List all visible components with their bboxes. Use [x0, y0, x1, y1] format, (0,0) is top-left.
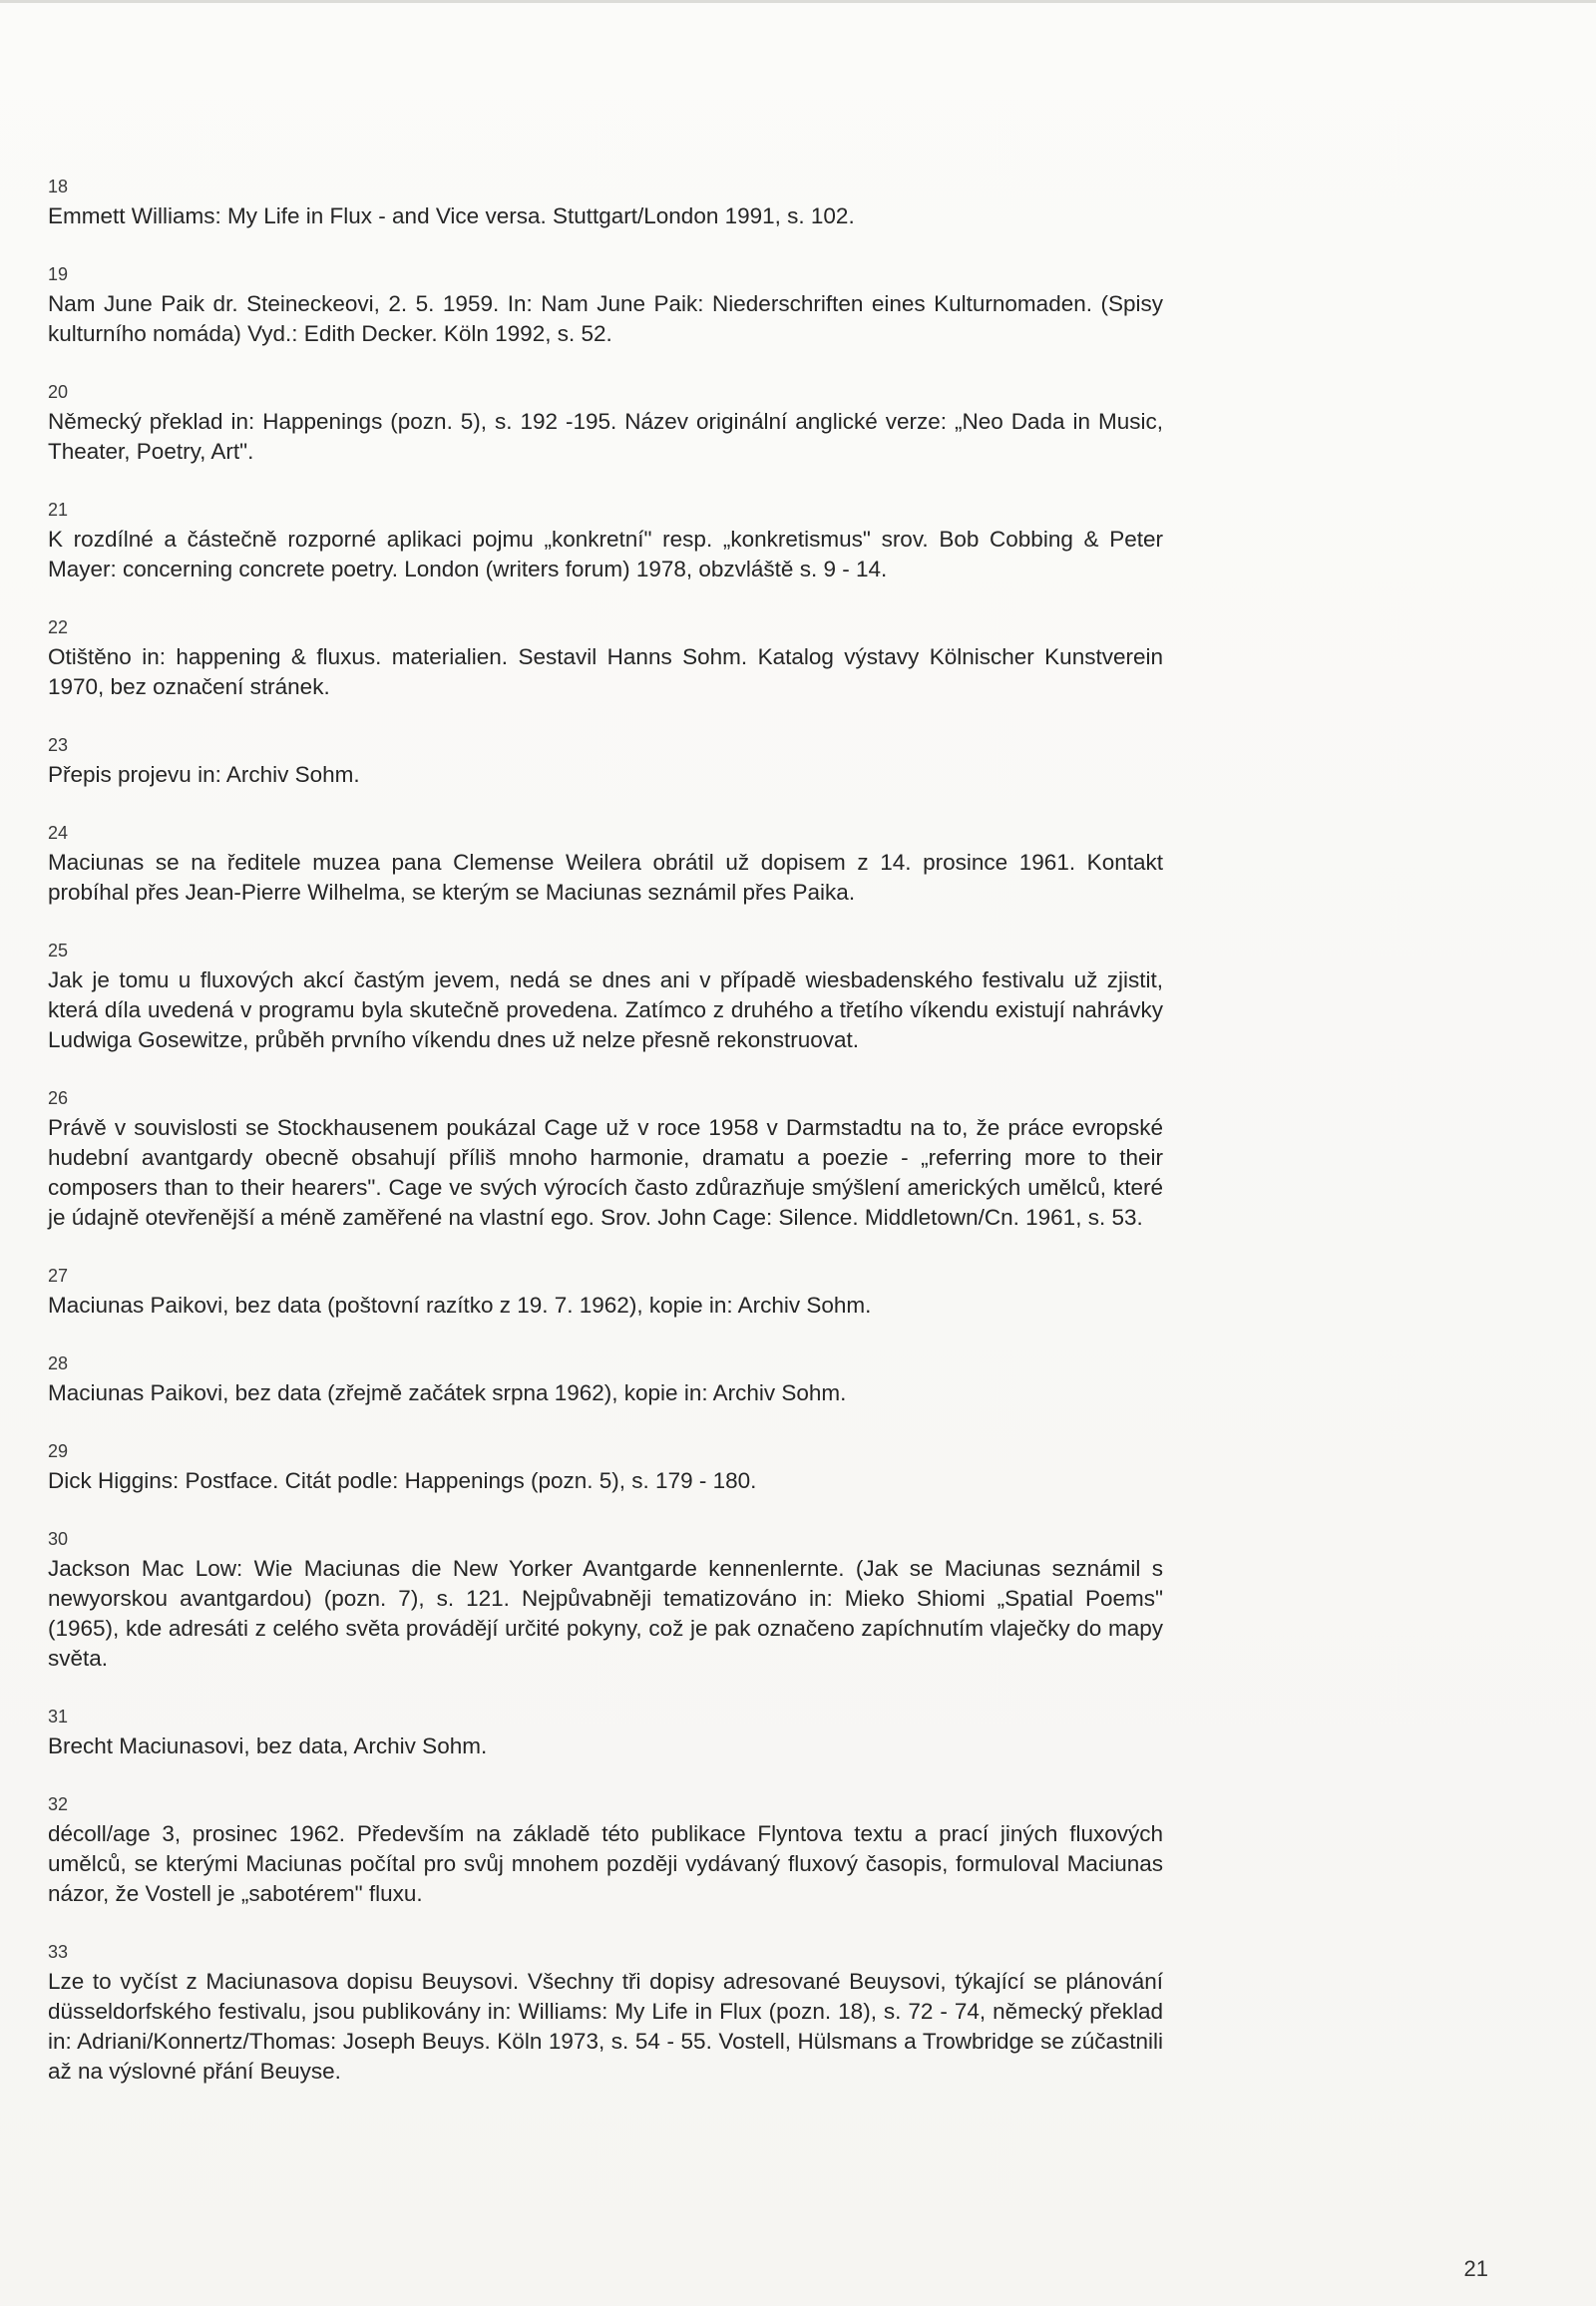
- footnote-number: 30: [48, 1529, 69, 1549]
- footnote-text: Nam June Paik dr. Steineckeovi, 2. 5. 1959. In: Nam June Paik: Niederschriften eines Kulturnomaden. (Spisy kulturního nomáda) Vyd.: Edith Decker. Köln 1992, s. 52.: [48, 291, 1163, 346]
- footnote-30: [48, 1524, 1163, 1674]
- footnote-number: 29: [48, 1441, 69, 1461]
- footnote-text: Maciunas Paikovi, bez data (poštovní razítko z 19. 7. 1962), kopie in: Archiv Sohm.: [48, 1293, 872, 1318]
- footnote-text: Brecht Maciunasovi, bez data, Archiv Sohm.: [48, 1733, 488, 1758]
- footnote-32: [48, 1789, 1163, 1909]
- footnotes-list: [48, 172, 1163, 2087]
- footnote-text: Maciunas Paikovi, bez data (zřejmě začátek srpna 1962), kopie in: Archiv Sohm.: [48, 1380, 847, 1405]
- footnote-text: Otištěno in: happening & fluxus. materialien. Sestavil Hanns Sohm. Katalog výstavy Kölnischer Kunstverein 1970, bez označení stránek.: [48, 644, 1163, 699]
- footnote-29: [48, 1436, 1163, 1496]
- footnote-number: 19: [48, 264, 69, 284]
- footnote-number: 25: [48, 941, 69, 961]
- footnote-31: [48, 1702, 1163, 1761]
- footnote-number: 21: [48, 500, 69, 520]
- footnote-number: 23: [48, 735, 69, 755]
- footnote-number: 18: [48, 177, 69, 196]
- footnote-text: décoll/age 3, prosinec 1962. Především na základě této publikace Flyntova textu a prací jiných fluxových umělců, se kterými Maciunas počítal pro svůj mnohem později vydávaný fluxový časopis, formuloval Maciunas názor, že Vostell je „sabotérem" fluxu.: [48, 1821, 1163, 1906]
- footnote-text: Maciunas se na ředitele muzea pana Clemense Weilera obrátil už dopisem z 14. prosince 1961. Kontakt probíhal přes Jean-Pierre Wilhelma, se kterým se Maciunas seznámil přes Paika.: [48, 850, 1163, 905]
- footnote-number: 31: [48, 1707, 69, 1727]
- footnote-28: [48, 1348, 1163, 1408]
- footnote-text: Jackson Mac Low: Wie Maciunas die New Yorker Avantgarde kennenlernte. (Jak se Maciunas seznámil s newyorskou avantgardou) (pozn. 7), s. 121. Nejpůvabněji tematizováno in: Mieko Shiomi „Spatial Poems" (1965), kde adresáti z celého světa provádějí určité pokyny, což je pak označeno zapíchnutím vlaječky do mapy světa.: [48, 1556, 1163, 1671]
- footnote-number: 27: [48, 1266, 69, 1286]
- footnote-text: Dick Higgins: Postface. Citát podle: Happenings (pozn. 5), s. 179 - 180.: [48, 1468, 757, 1493]
- footnote-number: 32: [48, 1794, 69, 1814]
- footnote-27: [48, 1261, 1163, 1321]
- footnote-21: [48, 495, 1163, 584]
- footnote-number: 33: [48, 1942, 69, 1962]
- footnote-26: [48, 1083, 1163, 1233]
- footnote-33: [48, 1937, 1163, 2087]
- footnote-19: [48, 259, 1163, 349]
- footnote-text: Jak je tomu u fluxových akcí častým jevem, nedá se dnes ani v případě wiesbadenského festivalu už zjistit, která díla uvedená v programu byla skutečně provedena. Zatímco z druhého a třetího víkendu existují nahrávky Ludwiga Gosewitze, průběh prvního víkendu dnes už nelze přesně rekonstruovat.: [48, 967, 1163, 1052]
- footnote-text: Emmett Williams: My Life in Flux - and Vice versa. Stuttgart/London 1991, s. 102.: [48, 203, 855, 228]
- page-number: 21: [1463, 2256, 1488, 2281]
- footnote-18: [48, 172, 1163, 231]
- footnote-23: [48, 730, 1163, 790]
- footnote-20: [48, 377, 1163, 467]
- footnote-25: [48, 936, 1163, 1055]
- footnote-number: 26: [48, 1088, 69, 1108]
- footnote-number: 22: [48, 617, 69, 637]
- footnote-text: Lze to vyčíst z Maciunasova dopisu Beuysovi. Všechny tři dopisy adresované Beuysovi, týkající se plánování düsseldorfského festivalu, jsou publikovány in: Williams: My Life in Flux (pozn. 18), s. 72 - 74, německý překlad in: Adriani/Konnertz/Thomas: Joseph Beuys. Köln 1973, s. 54 - 55. Vostell, Hülsmans a Trowbridge se zúčastnili až na výslovné přání Beuyse.: [48, 1969, 1163, 2084]
- footnote-number: 28: [48, 1353, 69, 1373]
- footnote-number: 24: [48, 823, 69, 843]
- footnote-text: Německý překlad in: Happenings (pozn. 5), s. 192 -195. Název originální anglické verze: „Neo Dada in Music, Theater, Poetry, Art".: [48, 409, 1163, 464]
- footnote-text: Právě v souvislosti se Stockhausenem poukázal Cage už v roce 1958 v Darmstadtu na to, že práce evropské hudební avantgardy obecně obsahují příliš mnoho harmonie, dramatu a poezie - „referring more to their composers than to their hearers". Cage ve svých výrocích často zdůrazňuje smýšlení amerických umělců, které je údajně otevřenější a méně zaměřené na vlastní ego. Srov. John Cage: Silence. Middletown/Cn. 1961, s. 53.: [48, 1115, 1163, 1230]
- footnote-22: [48, 612, 1163, 702]
- footnote-number: 20: [48, 382, 69, 402]
- footnote-text: Přepis projevu in: Archiv Sohm.: [48, 762, 360, 787]
- footnote-text: K rozdílné a částečně rozporné aplikaci pojmu „konkretní" resp. „konkretismus" srov. Bob Cobbing & Peter Mayer: concerning concrete poetry. London (writers forum) 1978, obzvláště s. 9 - 14.: [48, 527, 1163, 581]
- footnote-24: [48, 818, 1163, 908]
